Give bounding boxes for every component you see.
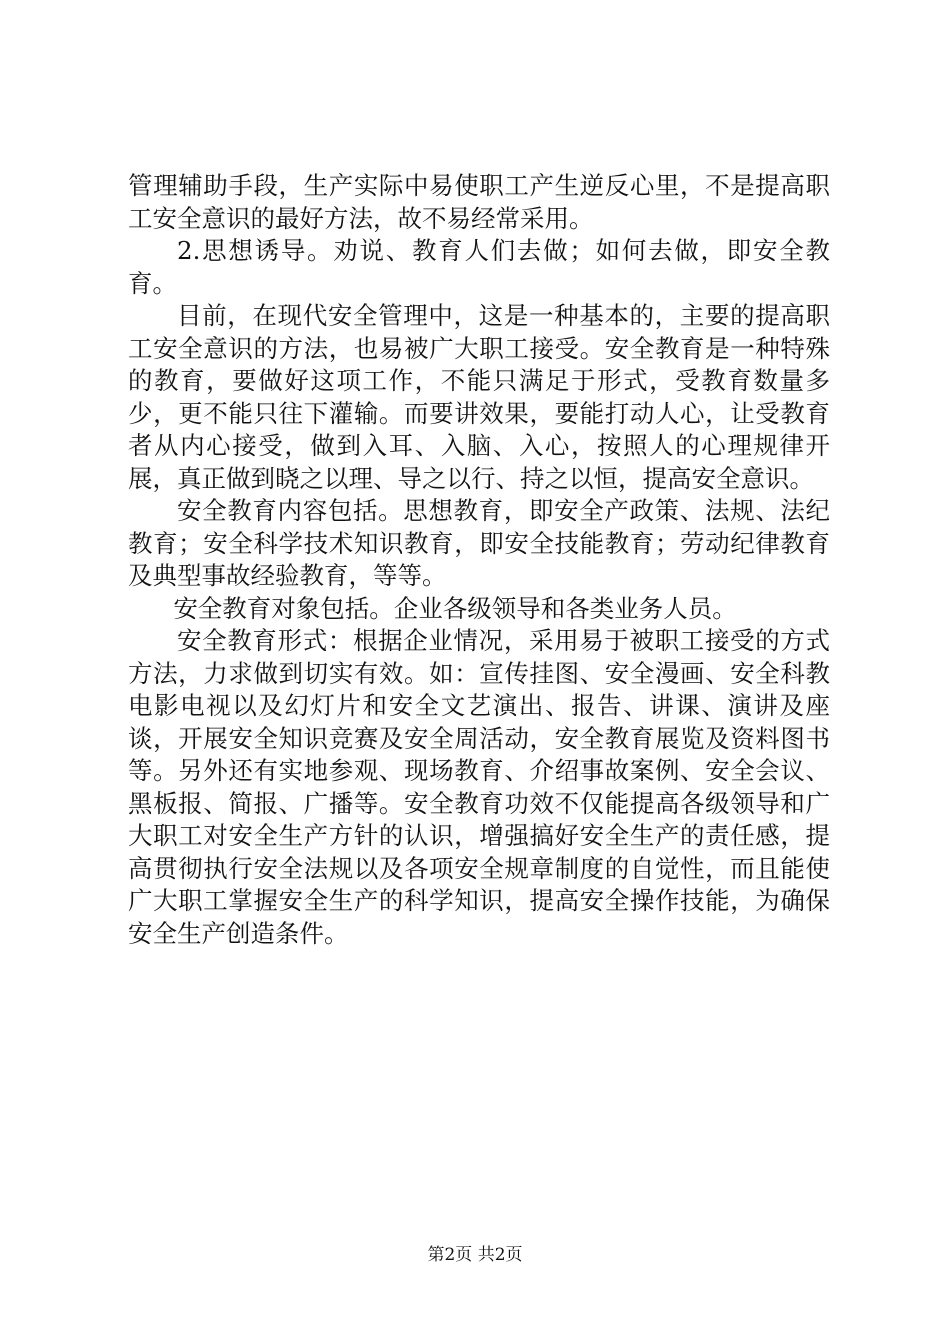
document-body	[128, 170, 830, 950]
page-number: 第2页 共2页	[427, 1245, 523, 1265]
paragraph-continuation: 管理辅助手段，生产实际中易使职工产生逆反心里，不是提高职工安全意识的最好方法，故不易经常采用。	[128, 171, 830, 233]
paragraph-education-content: 安全教育内容包括。思想教育，即安全产政策、法规、法纪教育；安全科学技术知识教育，即安全技能教育；劳动纪律教育及典型事故经验教育，等等。	[128, 496, 830, 590]
paragraph-thought-guidance: 2.思想诱导。劝说、教育人们去做；如何去做，即安全教育。	[128, 236, 830, 298]
paragraph-current-method: 目前，在现代安全管理中，这是一种基本的，主要的提高职工安全意识的方法，也易被广大职工接受。安全教育是一种特殊的教育，要做好这项工作，不能只满足于形式，受教育数量多少，更不能只往下灌输。而要讲效果，要能打动人心，让受教育者从内心接受，做到入耳、入脑、入心，按照人的心理规律开展，真正做到晓之以理、导之以行、持之以恒，提高安全意识。	[128, 301, 830, 493]
page-footer	[0, 1244, 950, 1266]
paragraph-education-forms: 安全教育形式：根据企业情况，采用易于被职工接受的方式方法，力求做到切实有效。如：宣传挂图、安全漫画、安全科教电影电视以及幻灯片和安全文艺演出、报告、讲课、演讲及座谈，开展安全知识竞赛及安全周活动，安全教育展览及资料图书等。另外还有实地参观、现场教育、介绍事故案例、安全会议、黑板报、简报、广播等。安全教育功效不仅能提高各级领导和广大职工对安全生产方针的认识，增强搞好安全生产的责任感，提高贯彻执行安全法规以及各项安全规章制度的自觉性，而且能使广大职工掌握安全生产的科学知识，提高安全操作技能，为确保安全生产创造条件。	[128, 626, 830, 948]
paragraph-education-audience: 安全教育对象包括。企业各级领导和各类业务人员。	[173, 593, 737, 623]
